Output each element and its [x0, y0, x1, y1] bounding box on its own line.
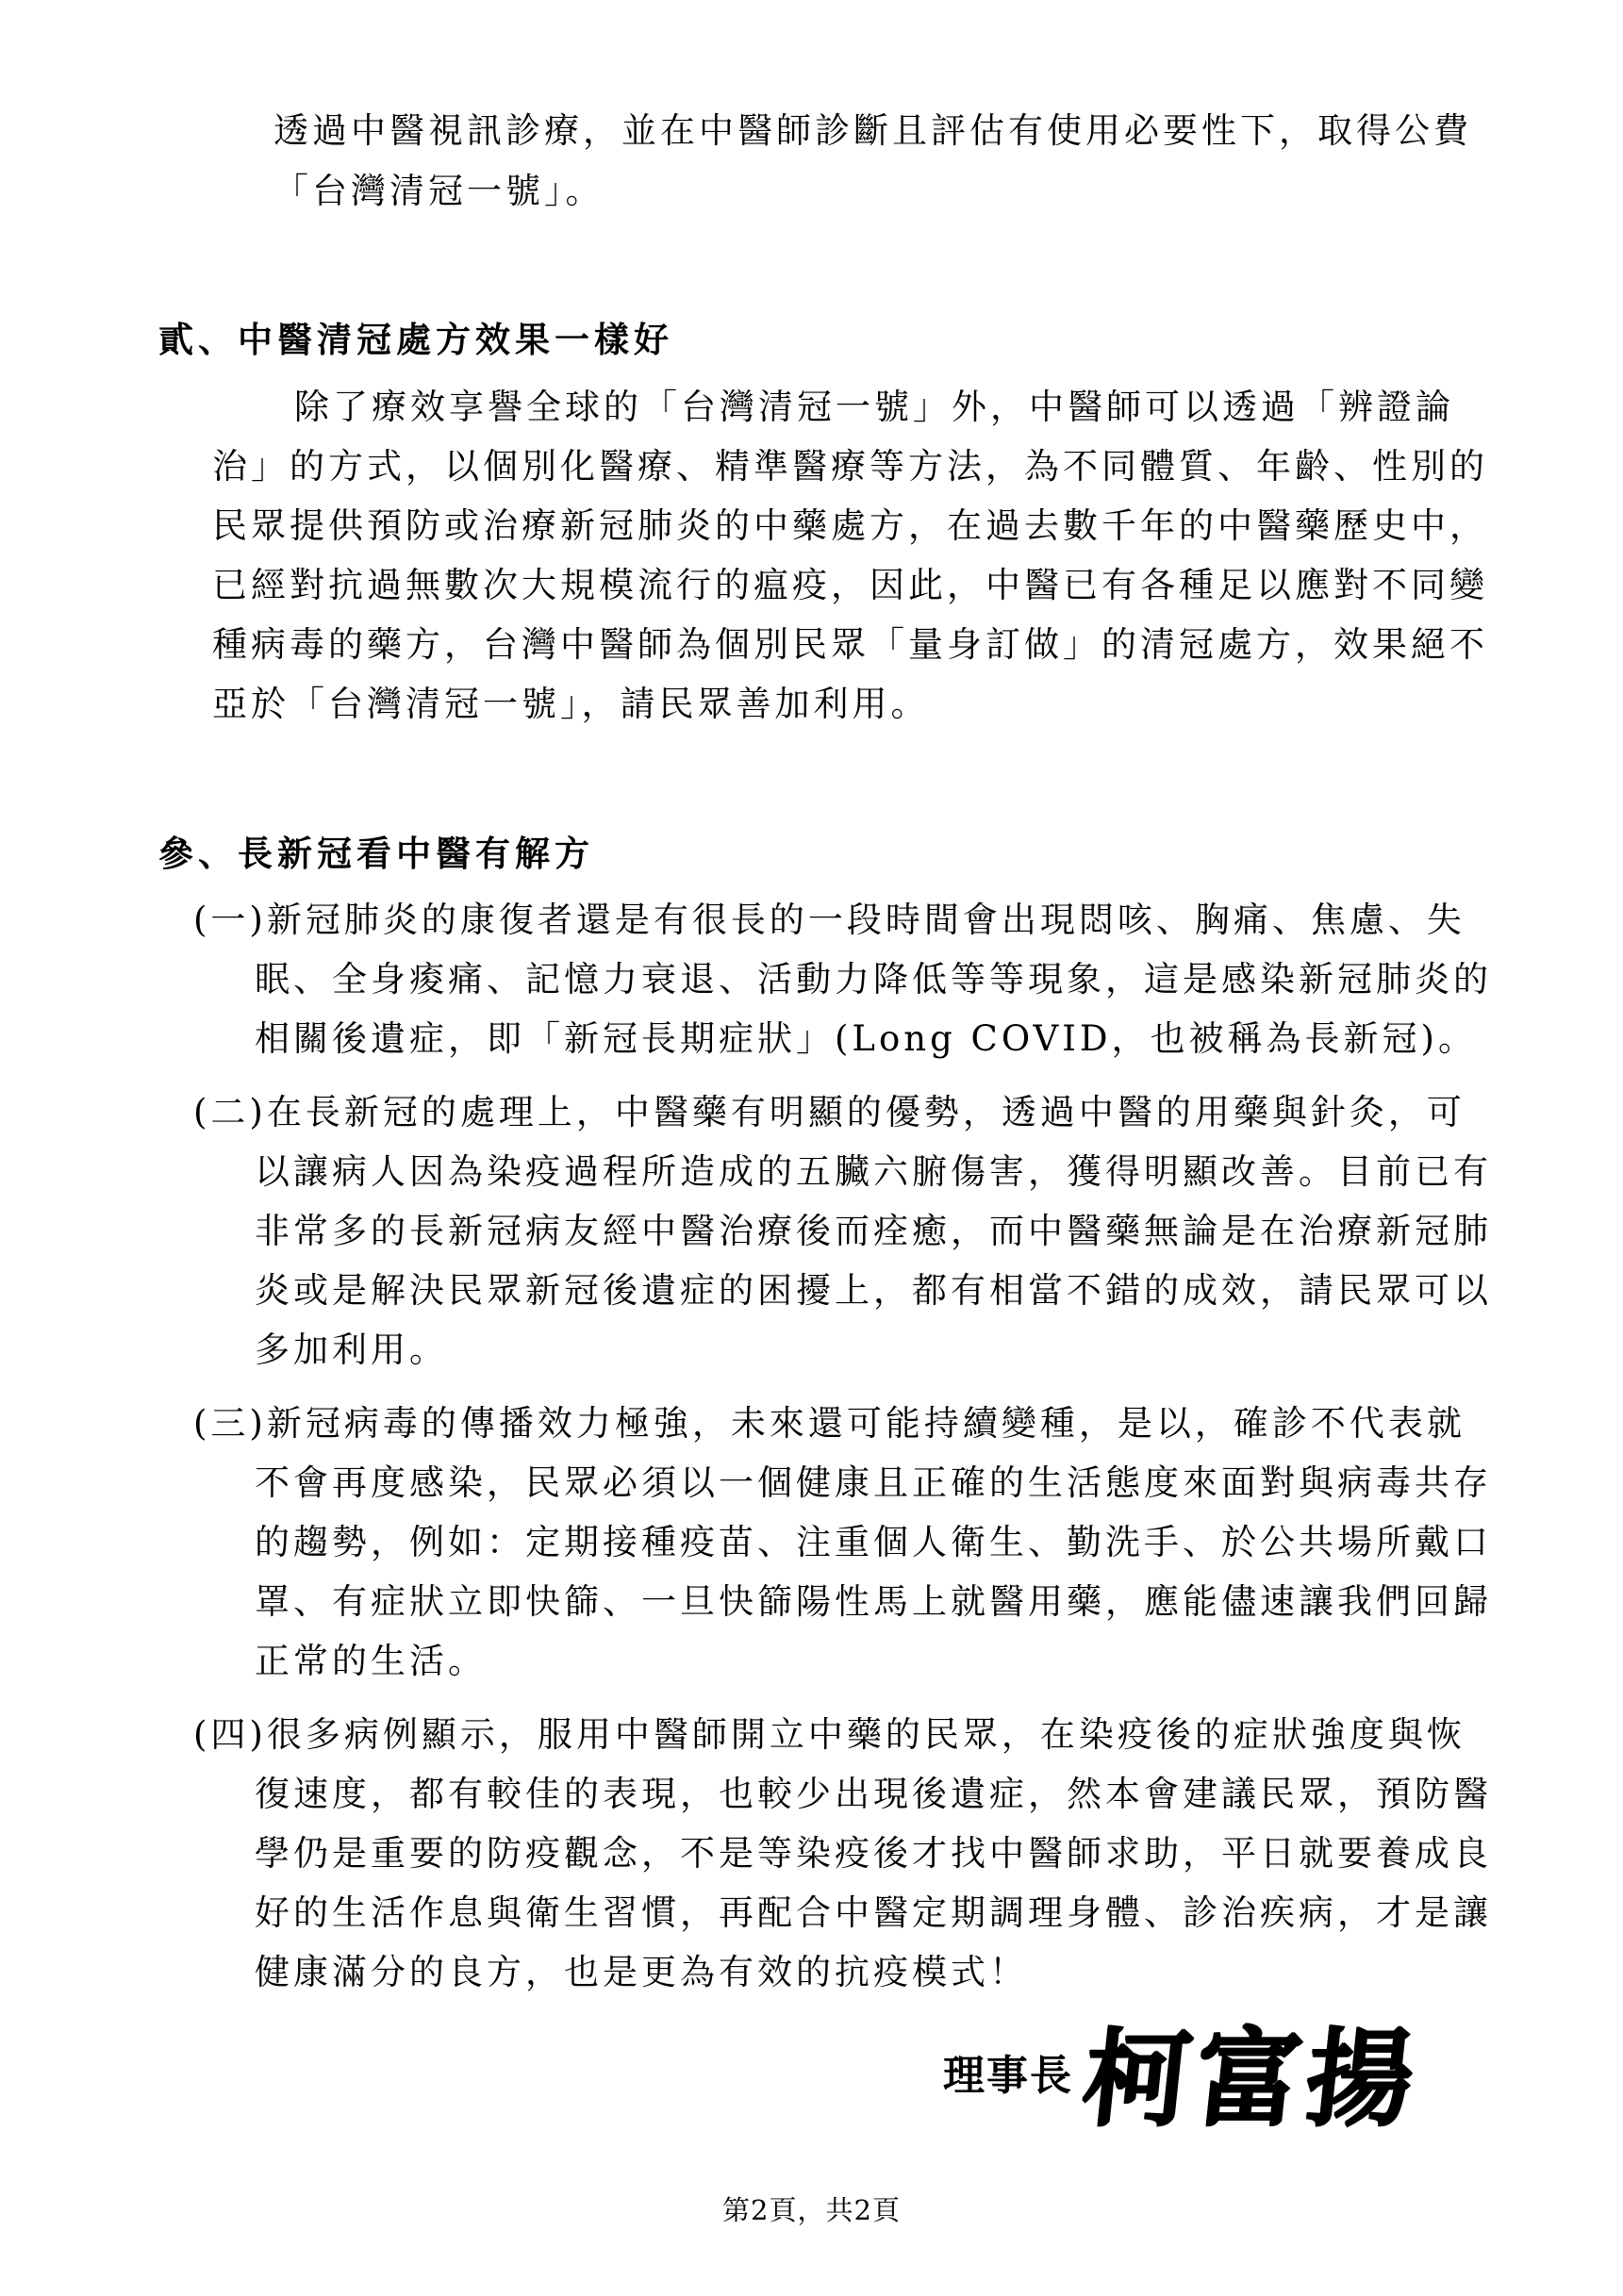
- list-item-4-line: (四)很多病例顯示，服用中醫師開立中藥的民眾，在染疫後的症狀強度與恢: [193, 1714, 1466, 1755]
- list-item-2-line: 非常多的長新冠病友經中醫治療後而痊癒，而中醫藥無論是在治療新冠肺: [255, 1211, 1492, 1251]
- list-item-2-line: 以讓病人因為染疫過程所造成的五臟六腑傷害，獲得明顯改善。目前已有: [255, 1151, 1492, 1192]
- section-2-line: 亞於「台灣清冠一號」，請民眾善加利用。: [212, 684, 930, 724]
- list-item-2-line: (二)在長新冠的處理上，中醫藥有明顯的優勢，透過中醫的用藥與針灸，可: [193, 1092, 1466, 1132]
- page-number-footer: 第2頁，共2頁: [722, 2194, 901, 2226]
- intro-line-1: 透過中醫視訊診療，並在中醫師診斷且評估有使用必要性下，取得公費: [273, 110, 1472, 151]
- intro-line-2: 「台灣清冠一號」。: [273, 171, 604, 211]
- section-2-line: 民眾提供預防或治療新冠肺炎的中藥處方，在過去數千年的中醫藥歷史中，: [212, 505, 1488, 546]
- section-2-line: 除了療效享譽全球的「台灣清冠一號」外，中醫師可以透過「辨證論: [294, 387, 1454, 427]
- list-item-4-line: 好的生活作息與衛生習慣，再配合中醫定期調理身體、診治疾病，才是讓: [255, 1892, 1492, 1933]
- list-item-1-line: (一)新冠肺炎的康復者還是有很長的一段時間會出現悶咳、胸痛、焦慮、失: [193, 900, 1466, 940]
- section-2-line: 治」的方式，以個別化醫療、精準醫療等方法，為不同體質、年齡、性別的: [212, 446, 1488, 487]
- list-item-2-line: 炎或是解決民眾新冠後遺症的困擾上，都有相當不錯的成效，請民眾可以: [255, 1270, 1492, 1311]
- list-item-3-line: (三)新冠病毒的傳播效力極強，未來還可能持續變種，是以，確診不代表就: [193, 1403, 1466, 1444]
- list-item-4-line: 復速度，都有較佳的表現，也較少出現後遺症，然本會建議民眾，預防醫: [255, 1774, 1492, 1814]
- section-2-heading: 貳、中醫清冠處方效果一樣好: [158, 319, 673, 360]
- section-3-heading: 參、長新冠看中醫有解方: [158, 833, 594, 874]
- list-item-1-line: 眠、全身痠痛、記憶力衰退、活動力降低等等現象，這是感染新冠肺炎的: [255, 959, 1492, 999]
- section-2-line: 已經對抗過無數次大規模流行的瘟疫，因此，中醫已有各種足以應對不同變: [212, 565, 1488, 605]
- list-item-4-line: 學仍是重要的防疫觀念，不是等染疫後才找中醫師求助，平日就要養成良: [255, 1833, 1492, 1874]
- signature-name: 柯富揚: [1077, 2017, 1424, 2140]
- list-item-1-line: 相關後遺症，即「新冠長期症狀」(Long COVID，也被稱為長新冠)。: [255, 1018, 1477, 1059]
- list-item-3-line: 不會再度感染，民眾必須以一個健康且正確的生活態度來面對與病毒共存: [255, 1462, 1492, 1503]
- section-2-line: 種病毒的藥方，台灣中醫師為個別民眾「量身訂做」的清冠處方，效果絕不: [212, 624, 1488, 665]
- signature-title: 理事長: [943, 2052, 1073, 2100]
- list-item-4-line: 健康滿分的良方，也是更為有效的抗疫模式！: [255, 1952, 1028, 1992]
- list-item-3-line: 正常的生活。: [255, 1641, 487, 1681]
- list-item-3-line: 罩、有症狀立即快篩、一旦快篩陽性馬上就醫用藥，應能儘速讓我們回歸: [255, 1581, 1492, 1622]
- list-item-2-line: 多加利用。: [255, 1330, 448, 1370]
- list-item-3-line: 的趨勢，例如：定期接種疫苗、注重個人衛生、勤洗手、於公共場所戴口: [255, 1522, 1492, 1562]
